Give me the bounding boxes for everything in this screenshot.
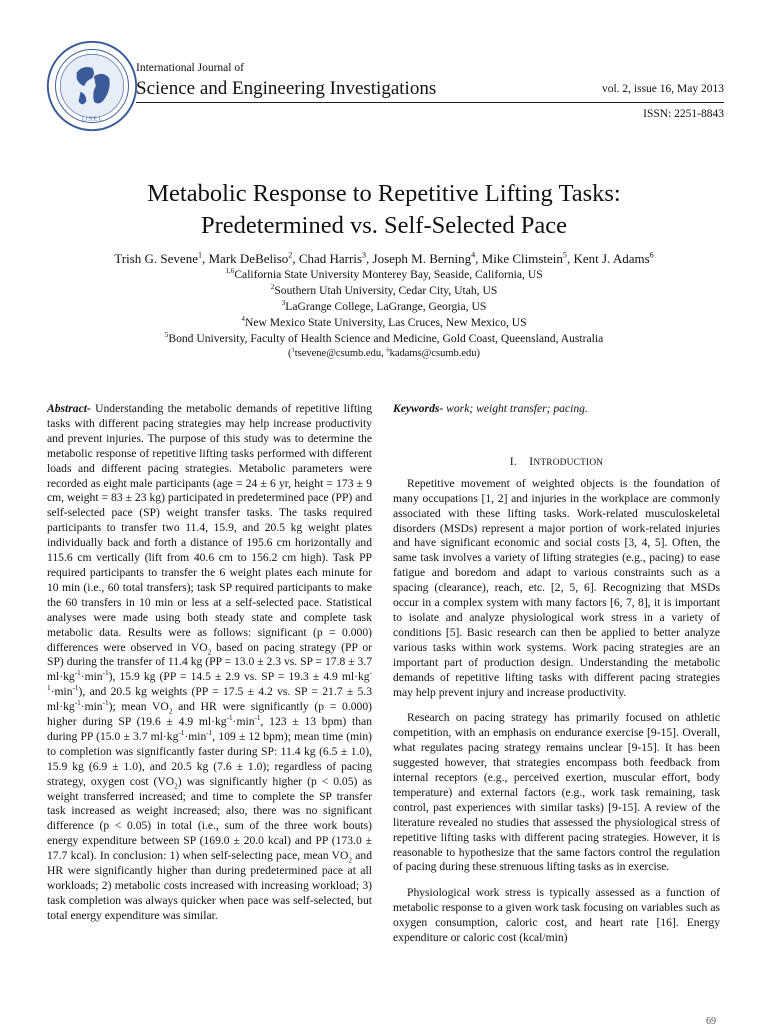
affiliation-sup: 3 (281, 299, 286, 308)
author-list: Trish G. Sevene$^1$, Mark DeBeliso$^2$, Chad Harris$^3$, Joseph M. Berning$^4$, Mike Climstein$^5$, Kent J. Adams$^6$ (114, 250, 654, 266)
volume-info: vol. 2, issue 16, May 2013 (601, 83, 724, 95)
logo-text: I.J.S.E.I. (82, 116, 102, 123)
author-name: Chad Harris (298, 251, 363, 266)
page-number: 69 (706, 1016, 716, 1027)
affiliation-sup: 4 (241, 315, 245, 324)
header-rule (136, 102, 724, 103)
author-sup: 1 (197, 250, 202, 260)
author-sup: 6 (649, 250, 654, 260)
keywords-label: Keywords- (393, 402, 444, 415)
author-sup: 4 (471, 250, 476, 260)
affiliation-sup: 1,6 (225, 267, 235, 276)
affiliation-text: California State University Monterey Bay, Seaside, California, US (234, 268, 543, 281)
affiliation-sup: 5 (164, 331, 169, 340)
issn: ISSN: 2251-8843 (643, 108, 724, 120)
paper-title-line-2: Predetermined vs. Self-Selected Pace (200, 212, 567, 239)
intro-paragraph-1: Repetitive movement of weighted objects is the foundation of many occupations [1, 2] and injuries in the workplace are commonly associated with these lifting tasks. Work-related musculoskeletal disorders (MSDs) represent a major portion of work-related injuries and have significant economic and social costs [3, 4, 5]. Often, the same task involves a variety of lifting strategies (e.g., pacing) to ease fatigue and boredom and adapt to various constraints such as a spacing (clearance), reach, etc. [2, 5, 6]. Recognizing that MSDs occur in a complex system with many factors [6, 7, 8], it is important to isolate and analyze physiological work stress in a variety of conditions [5]. Basic research can then be applied to better analyze various tasks within work systems. Work pacing strategies are an important part of production design. Understanding the metabolic demands of repetitive lifting tasks with different pacing strategies may help prevent injury and increase productivity. (393, 476, 720, 699)
intro-paragraph-2: Research on pacing strategy has primarily focused on athletic competition, with an emphasis on endurance exercise [9-15]. Overall, what regulates pacing strategy remains unclear [9-15]. It has been suggested however, that strategies encompass both feedback from internal receptors (e.g., perceived exertion, muscular effort, body temperature) and external factors (e.g., work task remaining, task control, past experiences with similar tasks) [9-15]. A review of the literature revealed no studies that assessed the physiological stress of repetitive lifting tasks with different pacing strategies. However, it is reasonable to hypothesize that the same factors control the regulation of pacing during these strenuous lifting tasks as in exercise. (393, 711, 720, 874)
contact-emails: ($^1$tsevene@csumb.edu, $^6$kadams@csumb.edu) (287, 346, 481, 359)
email-link[interactable]: kadams@csumb.edu (389, 348, 477, 359)
affiliation-text: Bond University, Faculty of Health Science and Medicine, Gold Coast, Queensland, Australia (168, 332, 604, 345)
affiliation (0, 331, 768, 347)
affiliation (0, 315, 768, 331)
author-sup: 2 (288, 250, 293, 260)
section-heading-introduction: I. INTRODUCTION (509, 454, 604, 468)
intro-paragraph-3: Physiological work stress is typically assessed as a function of metabolic response to a given work task focusing on variables such as oxygen consumption, caloric cost, and heart rate [16]. Energy expenditure or caloric cost (kcal/min) (393, 886, 720, 945)
keywords-text: work; weight transfer; pacing. (443, 402, 588, 415)
author-name: Trish G. Sevene (114, 251, 198, 266)
journal-subtitle: International Journal of (136, 62, 244, 74)
affiliation-text: Southern Utah University, Cedar City, Utah, US (274, 284, 498, 297)
affiliation (0, 267, 768, 283)
journal-name: Science and Engineering Investigations (136, 78, 437, 99)
abstract-label: Abstract- (47, 402, 91, 415)
affiliation-text: LaGrange College, LaGrange, Georgia, US (285, 300, 487, 313)
author-name: Mark DeBeliso (208, 251, 289, 266)
author-sup: 3 (362, 250, 367, 260)
affiliation (0, 299, 768, 315)
journal-logo-icon (44, 38, 140, 134)
paper-title-line-1: Metabolic Response to Repetitive Lifting Tasks: (147, 180, 621, 207)
abstract-paragraph: Abstract- Understanding the metabolic demands of repetitive lifting tasks with different pacing strategies may help increase productivity and prevent injuries. The purpose of this study was to determine the metabolic response of repetitive lifting tasks performed with different loads and different pacing strategies. Metabolic parameters were recorded as eight male participants (age = 24 ± 6 yr, height = 173 ± 9 cm, weight = 83 ± 23 kg) participated in predetermined pace (PP) and self-selected pace (SP) weight transfer tasks. The tasks required participants to transfer two 11.4, 15.9, and 20.5 kg weight plates individually back and forth a distance of 195.6 cm horizontally and 115.6 cm vertically (lift from 40.6 cm to 156.2 cm high). Task PP required participants to transfer the 6 weight plates each minute for 10 min (i.e., 60 total transfers); task SP required participants to make the 60 transfers in 10 min or less at a self-selected pace. Statistical analyses were made using both steady state and complete task metabolic data. Results were as follows: significant (p = 0.000) differences were observed in $VO_2$ based on pacing strategy (PP or SP) during the transfer of 11.4 kg (PP = 13.0 ± 2.3 vs. SP = 17.8 ± 3.7 $ml\cdot kg^{-1}\cdot\min^{-1}$), 15.9 kg (PP = 14.5 ± 2.9 vs. SP = 19.3 ± 4.9 $ml\cdot kg^{-1}\cdot\min^{-1}$), and 20.5 kg weights (PP = 17.5 ± 4.2 vs. SP = 21.7 ± 5.3 $ml\cdot kg^{-1}\cdot\min^{-1}$); mean $VO_2$ and HR were significantly (p = 0.000) higher during SP (19.6 ± 4.9 $ml\cdot kg^{-1}\cdot\min^{-1}$, 123 ± 13 bpm) than during PP (15.0 ± 3.7 $ml\cdot kg^{-1}\cdot\min^{-1}$, 109 ± 12 bpm); mean time (min) to completion was significantly faster during SP: 11.4 kg (6.5 ± 1.0), 15.9 kg (6.9 ± 1.0), and 20.5 kg (7.6 ± 1.0); regardless of pacing strategy, oxygen cost $(VO_2)$ was significantly higher (p < 0.05) as weight transferred increased; and time to complete the SP transfer task increased as weight increased; also, there was no significant difference (p < 0.05) in total (i.e., sum of the three work bouts) energy expenditure between SP (169.0 ± 20.0 kcal) and PP (173.0 ± 17.7 kcal). In conclusion: 1) when self-selecting pace, mean $VO_2$ and HR were significantly higher than during predetermined pace at all workloads; 2) metabolic costs increased with increasing workload; 3) task completion was always quicker when pace was self-selected, but total energy expenditure was similar. (47, 402, 373, 922)
body-column (393, 402, 720, 946)
author-name: Joseph M. Berning (372, 251, 472, 266)
journal-header (44, 38, 724, 128)
author-sup: 5 (562, 250, 567, 260)
author-name: Mike Climstein (481, 251, 563, 266)
email-link[interactable]: tsevene@csumb.edu, (294, 348, 387, 359)
keywords (393, 402, 720, 417)
affiliation (0, 283, 768, 299)
author-name: Kent J. Adams (573, 251, 650, 266)
abstract-column (47, 402, 372, 924)
affiliation-sup: 2 (270, 283, 275, 292)
affiliation-text: New Mexico State University, Las Cruces, New Mexico, US (244, 316, 527, 329)
